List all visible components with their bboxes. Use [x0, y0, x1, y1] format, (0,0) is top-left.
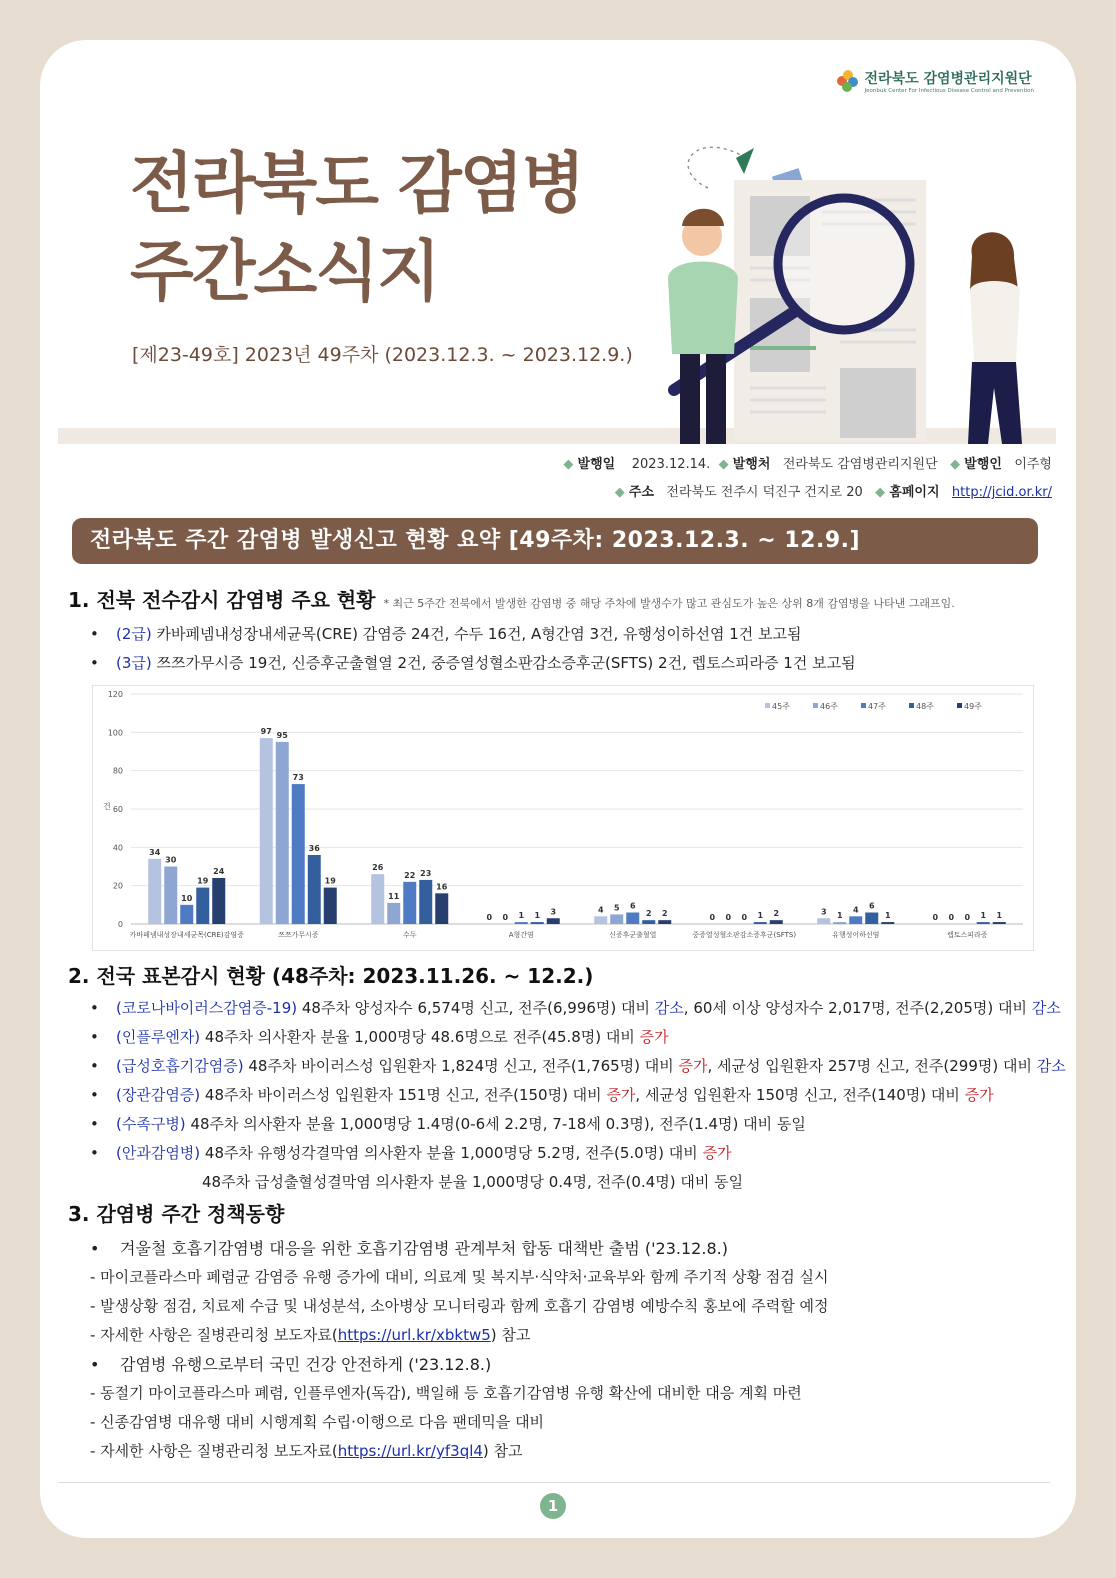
bar — [642, 920, 655, 924]
list-item: • (장관감염증) 48주차 바이러스성 입원환자 151명 신고, 전주(150명) 대비 증가, 세균성 입원환자 150명 신고, 전주(140명) 대비 증가 — [90, 1086, 994, 1104]
row-text: (인플루엔자) — [116, 1028, 201, 1046]
category-label: 쯔쯔가무시증 — [277, 931, 319, 939]
page-title — [130, 140, 583, 316]
publisher: 전라북도 감염병관리지원단 — [782, 457, 938, 472]
data-label: 0 — [964, 913, 971, 922]
data-label: 4 — [597, 905, 604, 915]
row-text: (장관감염증) — [116, 1086, 201, 1104]
bar — [324, 888, 337, 924]
legend-entry: 49주 — [964, 702, 982, 711]
row-text: 48주차 바이러스성 입원환자 1,824명 신고, 전주(1,765명) 대비 — [243, 1057, 679, 1075]
data-label: 16 — [436, 882, 448, 892]
data-label: 0 — [948, 913, 955, 922]
bar — [212, 878, 225, 924]
meta-line-2 — [615, 481, 1052, 500]
policy-item: • 감염병 유행으로부터 국민 건강 안전하게 ('23.12.8.) — [90, 1355, 492, 1374]
list-item: • (코로나바이러스감염증-19) 48주차 양성자수 6,574명 신고, 전주(6,996명) 대비 감소, 60세 이상 양성자수 2,017명, 전주(2,205명) 대비 감소 — [90, 999, 1061, 1017]
magnifier-illustration — [626, 118, 1056, 444]
policy-item: • 겨울철 호흡기감염병 대응을 위한 호흡기감염병 관계부처 합동 대책반 출범 ('23.12.8.) — [90, 1239, 728, 1258]
bullet-text: 쯔쯔가무시증 19건, 신증후군출혈열 2건, 중증열성혈소판감소증후군(SFTS) 2건, 렙토스피라증 1건 보고됨 — [151, 654, 856, 672]
data-label: 10 — [181, 893, 193, 903]
category-label: A형간염 — [508, 931, 534, 939]
y-tick-label: 100 — [107, 728, 123, 738]
data-label: 95 — [276, 730, 288, 740]
data-label: 11 — [388, 891, 400, 901]
data-label: 2 — [645, 909, 652, 919]
row-text: 48주차 유행성각결막염 의사환자 분율 1,000명당 5.2명, 전주(5.0명) 대비 — [200, 1144, 703, 1162]
category-label: 카바페넴내성장내세균목(CRE)감염증 — [129, 931, 244, 939]
legend-entry: 47주 — [868, 702, 886, 711]
bullet-text: 카바페넴내성장내세균목(CRE) 감염증 24건, 수두 16건, A형간염 3건, 유행성이하선염 1건 보고됨 — [151, 625, 802, 643]
data-label: 1 — [836, 911, 843, 921]
section1-note: * 최근 5주간 전북에서 발생한 감염병 중 해당 주차에 발생수가 많고 관심도가 높은 상위 8개 감염병을 나타낸 그래프임. — [383, 597, 955, 610]
row-text: 48주차 의사환자 분율 1,000명당 48.6명으로 전주(45.8명) 대비 — [200, 1028, 640, 1046]
bar — [754, 922, 767, 924]
list-item: • (급성호흡기감염증) 48주차 바이러스성 입원환자 1,824명 신고, 전주(1,765명) 대비 증가, 세균성 입원환자 257명 신고, 전주(299명) 대비 감소 — [90, 1057, 1066, 1075]
section3-list — [90, 1234, 829, 1466]
y-tick-label: 20 — [112, 881, 123, 891]
data-label: 0 — [486, 913, 493, 922]
data-label: 36 — [308, 844, 320, 853]
diamond-icon: ◆ — [614, 485, 625, 500]
legend-swatch — [765, 703, 770, 708]
policy-sub: - 발생상황 점검, 치료제 수급 및 내성분석, 소아병상 모니터링과 함께 호흡기 감염병 예방수칙 홍보에 주력할 예정 — [90, 1297, 829, 1315]
data-label: 1 — [518, 911, 525, 921]
y-tick-label: 0 — [117, 920, 123, 929]
bar — [658, 920, 671, 924]
category-label: 유행성이하선염 — [832, 931, 880, 939]
newsletter-page — [40, 40, 1076, 1538]
logo-korean: 전라북도 감염병관리지원단 — [864, 71, 1032, 87]
row-text: (급성호흡기감염증) — [116, 1057, 244, 1075]
list-item: • (2급) 카바페넴내성장내세균목(CRE) 감염증 24건, 수두 16건, A형간염 3건, 유행성이하선염 1건 보고됨 — [90, 625, 802, 643]
category-label: 렙토스피라증 — [946, 931, 988, 939]
bar — [547, 918, 560, 924]
data-label: 34 — [149, 847, 161, 857]
row-text: (수족구병) — [116, 1115, 186, 1133]
data-label: 73 — [292, 773, 304, 783]
row-text: 증가 — [678, 1057, 708, 1075]
row-text: 48주차 의사환자 분율 1,000명당 1.4명(0-6세 2.2명, 7-18세 0.3명), 전주(1.4명) 대비 동일 — [185, 1115, 806, 1133]
section3-heading: 3. 감염병 주간 정책동향 — [68, 1202, 285, 1226]
row-text: 감소 — [1031, 999, 1061, 1017]
legend-swatch — [861, 703, 866, 708]
row-text: 증가 — [702, 1144, 732, 1162]
section2-bullets — [90, 994, 1066, 1197]
y-tick-label: 60 — [112, 805, 123, 814]
bar — [881, 922, 894, 924]
data-label: 24 — [213, 867, 225, 876]
data-label: 1 — [884, 911, 891, 921]
data-label: 23 — [420, 868, 432, 878]
legend-swatch — [957, 703, 962, 708]
data-label: 0 — [725, 913, 732, 922]
list-item: • (인플루엔자) 48주차 의사환자 분율 1,000명당 48.6명으로 전주(45.8명) 대비 증가 — [90, 1028, 669, 1046]
row-text: 증가 — [606, 1086, 636, 1104]
legend-swatch — [813, 703, 818, 708]
data-label: 1 — [980, 911, 987, 921]
footer-divider — [58, 1482, 1050, 1483]
data-label: 1 — [534, 911, 541, 921]
bar — [993, 922, 1006, 924]
logo-english: Jeonbuk Center For Infectious Disease Control and Prevention — [864, 88, 1034, 94]
bar — [371, 874, 384, 924]
bar — [276, 742, 289, 924]
row-text: , 세균성 입원환자 150명 신고, 전주(140명) 대비 — [635, 1086, 965, 1104]
row-text: , 세균성 입원환자 257명 신고, 전주(299명) 대비 — [707, 1057, 1037, 1075]
diamond-icon: ◆ — [563, 457, 574, 472]
bar — [292, 784, 305, 924]
list-item-continuation: 48주차 급성출혈성결막염 의사환자 분율 1,000명당 0.4명, 전주(0.4명) 대비 동일 — [202, 1173, 744, 1191]
category-label: 수두 — [402, 931, 417, 939]
data-label: 19 — [197, 876, 209, 886]
bar — [387, 903, 400, 924]
title-line2: 주간소식지 — [130, 233, 439, 310]
legend-entry: 48주 — [916, 702, 934, 711]
policy-sub: - 마이코플라스마 폐렴균 감염증 유행 증가에 대비, 의료계 및 복지부·식약처·교육부와 함께 주기적 상황 점검 실시 — [90, 1268, 829, 1286]
policy-sub: - 자세한 사항은 질병관리청 보도자료(https://url.kr/xbktw5) 참고 — [90, 1326, 531, 1344]
data-label: 0 — [709, 913, 716, 922]
diamond-icon: ◆ — [718, 457, 729, 472]
bar — [180, 905, 193, 924]
bar — [260, 738, 273, 924]
summary-banner: 전라북도 주간 감염병 발생신고 현황 요약 [49주차: 2023.12.3. ~ 12.9.] — [72, 518, 1038, 564]
row-text: (코로나바이러스감염증-19) — [116, 999, 298, 1017]
data-label: 1 — [757, 911, 764, 921]
bar — [419, 880, 432, 924]
title-line1: 전라북도 감염병 — [130, 145, 584, 222]
data-label: 2 — [661, 909, 668, 919]
bar — [308, 855, 321, 924]
bar — [833, 922, 846, 924]
issuer: 이주형 — [1014, 457, 1052, 472]
issue-date: 2023.12.14. — [631, 457, 711, 472]
homepage-link[interactable]: http://jcid.or.kr/ — [951, 485, 1052, 500]
paper-plane-icon — [736, 148, 754, 174]
issue-info: [제23-49호] 2023년 49주차 (2023.12.3. ~ 2023.12.9.) — [132, 344, 633, 366]
org-logo — [837, 68, 1034, 94]
bar — [849, 916, 862, 924]
row-text: , 60세 이상 양성자수 2,017명, 전주(2,205명) 대비 — [683, 999, 1032, 1017]
policy-sub: - 자세한 사항은 질병관리청 보도자료(https://url.kr/yf3ql4) 참고 — [90, 1442, 523, 1460]
category-label: 중증열성혈소판감소증후군(SFTS) — [692, 931, 797, 939]
y-axis-label: 건 — [103, 802, 111, 811]
section2-heading: 2. 전국 표본감시 현황 (48주차: 2023.11.26. ~ 12.2.) — [68, 964, 594, 988]
diamond-icon: ◆ — [950, 457, 961, 472]
data-label: 22 — [404, 870, 416, 880]
press-link-2[interactable]: https://url.kr/yf3ql4 — [337, 1442, 483, 1460]
bar — [515, 922, 528, 924]
weekly-bar-chart — [92, 685, 1034, 951]
data-label: 19 — [324, 876, 336, 886]
bar — [865, 913, 878, 925]
bar — [817, 918, 830, 924]
section1-title: 1. 전북 전수감시 감염병 주요 현황 — [68, 588, 376, 612]
row-text: 감소 — [1036, 1057, 1066, 1075]
bar — [435, 893, 448, 924]
data-label: 3 — [820, 907, 827, 917]
logo-mark-icon — [837, 70, 859, 92]
diamond-icon: ◆ — [875, 485, 886, 500]
data-label: 4 — [852, 905, 859, 915]
section1-heading — [68, 584, 955, 613]
y-tick-label: 40 — [112, 843, 123, 853]
grade-label: (3급) — [116, 654, 152, 672]
category-label: 신증후군출혈열 — [609, 931, 657, 939]
data-label: 2 — [773, 909, 780, 919]
data-label: 0 — [932, 913, 939, 922]
data-label: 0 — [741, 913, 748, 922]
data-label: 1 — [996, 911, 1003, 921]
legend-entry: 46주 — [820, 702, 838, 711]
woman-figure — [968, 232, 1022, 444]
row-text: 감소 — [654, 999, 684, 1017]
row-text: 증가 — [639, 1028, 669, 1046]
data-label: 6 — [629, 901, 636, 911]
page-number: 1 — [540, 1493, 566, 1519]
publisher-label: 발행처 — [732, 457, 771, 472]
list-item: • (수족구병) 48주차 의사환자 분율 1,000명당 1.4명(0-6세 2.2명, 7-18세 0.3명), 전주(1.4명) 대비 동일 — [90, 1115, 806, 1133]
data-label: 5 — [613, 903, 620, 913]
row-text: 48주차 양성자수 6,574명 신고, 전주(6,996명) 대비 — [297, 999, 655, 1017]
list-item: • (3급) 쯔쯔가무시증 19건, 신증후군출혈열 2건, 중증열성혈소판감소증후군(SFTS) 2건, 렙토스피라증 1건 보고됨 — [90, 654, 856, 672]
data-label: 26 — [372, 863, 384, 873]
bar — [196, 888, 209, 924]
y-tick-label: 120 — [107, 690, 123, 699]
bar — [977, 922, 990, 924]
bar — [148, 859, 161, 924]
bar — [164, 867, 177, 925]
issue-date-label: 발행일 — [577, 457, 616, 472]
homepage-label: 홈페이지 — [889, 485, 940, 500]
policy-sub: - 신종감염병 대유행 대비 시행계획 수립·이행으로 다음 팬데믹을 대비 — [90, 1413, 545, 1431]
issuer-label: 발행인 — [964, 457, 1002, 472]
data-label: 97 — [260, 727, 272, 737]
y-tick-label: 80 — [112, 766, 123, 776]
bar — [770, 920, 783, 924]
meta-line-1 — [563, 453, 1052, 472]
bar — [594, 916, 607, 924]
grade-label: (2급) — [116, 625, 152, 643]
row-text: 증가 — [964, 1086, 994, 1104]
bar — [610, 914, 623, 924]
policy-sub: - 동절기 마이코플라스마 폐렴, 인플루엔자(독감), 백일해 등 호흡기감염병 유행 확산에 대비한 대응 계획 마련 — [90, 1384, 802, 1402]
data-label: 3 — [550, 907, 557, 917]
data-label: 30 — [165, 855, 177, 865]
bar — [403, 882, 416, 924]
legend-entry: 45주 — [772, 702, 790, 711]
press-link-1[interactable]: https://url.kr/xbktw5 — [337, 1326, 491, 1344]
data-label: 6 — [868, 901, 875, 911]
address-label: 주소 — [628, 485, 654, 500]
data-label: 0 — [502, 913, 509, 922]
bar — [531, 922, 544, 924]
section1-bullets — [90, 620, 856, 678]
bar — [626, 913, 639, 925]
address: 전라북도 전주시 덕진구 건지로 20 — [666, 485, 863, 500]
row-text: (안과감염병) — [116, 1144, 201, 1162]
list-item: • (안과감염병) 48주차 유행성각결막염 의사환자 분율 1,000명당 5.2명, 전주(5.0명) 대비 증가 — [90, 1144, 732, 1162]
legend-swatch — [909, 703, 914, 708]
row-text: 48주차 바이러스성 입원환자 151명 신고, 전주(150명) 대비 — [200, 1086, 607, 1104]
man-figure — [668, 209, 738, 444]
